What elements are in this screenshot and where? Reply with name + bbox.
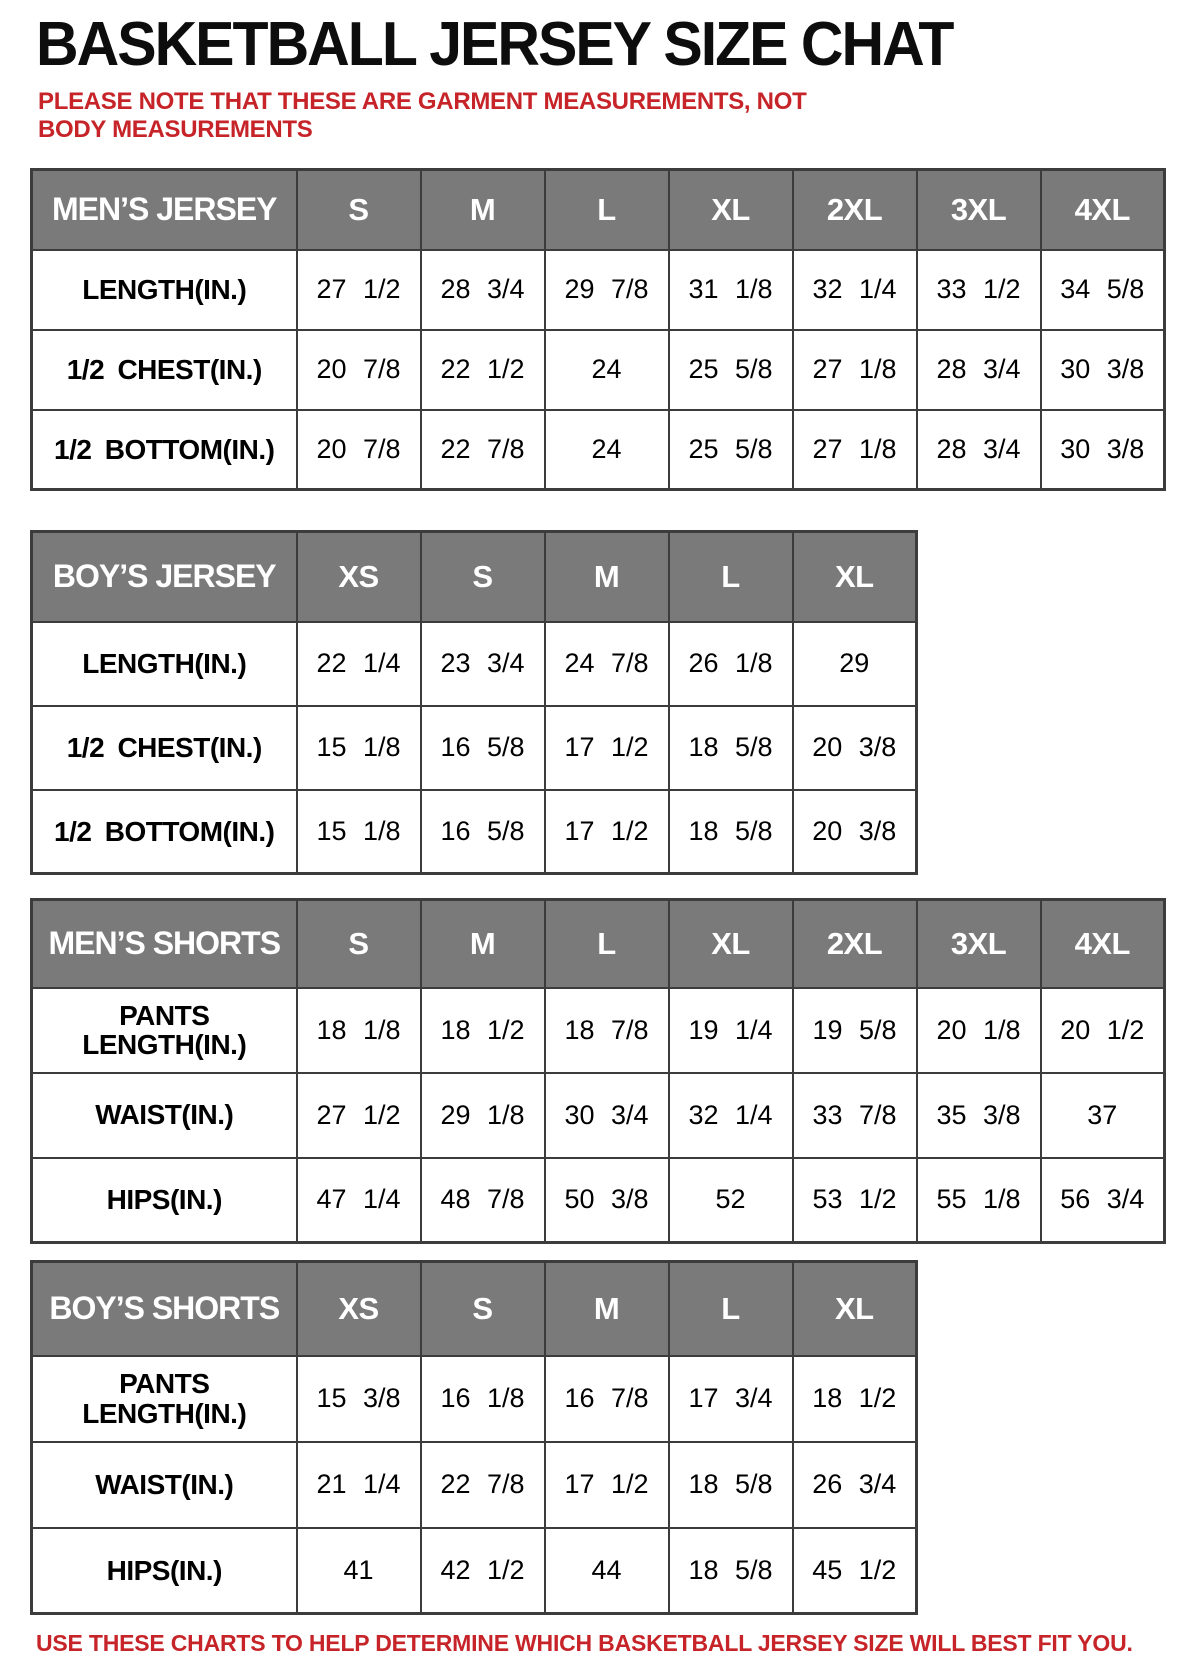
boys-shorts-row-label: HIPS(IN.)	[32, 1528, 297, 1614]
boys-jersey-value-cell: 20 3/8	[793, 790, 917, 874]
boys-jersey-row	[32, 706, 917, 790]
boys-jersey-row-label: LENGTH(IN.)	[32, 622, 297, 706]
mens-shorts-value-cell: 18 1/8	[297, 988, 421, 1073]
mens-jersey-row	[32, 410, 1165, 490]
mens-jersey-value-cell: 31 1/8	[669, 250, 793, 330]
boys-jersey-value-cell: 23 3/4	[421, 622, 545, 706]
boys-shorts-value-cell: 45 1/2	[793, 1528, 917, 1614]
boys-jersey-row	[32, 790, 917, 874]
boys-jersey-value-cell: 26 1/8	[669, 622, 793, 706]
mens-shorts-row-label: PANTS LENGTH(IN.)	[32, 988, 297, 1073]
mens-jersey-size-header-3xl: 3XL	[917, 170, 1041, 250]
mens-shorts-size-header-2xl: 2XL	[793, 900, 917, 988]
mens-shorts-value-cell: 48 7/8	[421, 1158, 545, 1243]
boys-jersey-value-cell: 18 5/8	[669, 706, 793, 790]
mens-jersey-size-header-l: L	[545, 170, 669, 250]
boys-jersey-value-cell: 17 1/2	[545, 706, 669, 790]
boys-jersey-row-label: 1/2 CHEST(IN.)	[32, 706, 297, 790]
boys-jersey-row-label: 1/2 BOTTOM(IN.)	[32, 790, 297, 874]
mens-jersey-value-cell: 27 1/8	[793, 410, 917, 490]
boys-jersey-value-cell: 24 7/8	[545, 622, 669, 706]
mens-shorts-size-header-m: M	[421, 900, 545, 988]
boys-jersey-value-cell: 15 1/8	[297, 790, 421, 874]
mens-shorts-size-header-xl: XL	[669, 900, 793, 988]
boys-shorts-size-header-xl: XL	[793, 1262, 917, 1356]
mens-shorts-size-header-3xl: 3XL	[917, 900, 1041, 988]
mens-jersey-value-cell: 33 1/2	[917, 250, 1041, 330]
mens-shorts-size-header-4xl: 4XL	[1041, 900, 1165, 988]
mens-shorts-table	[30, 898, 1166, 1244]
mens-shorts-row	[32, 988, 1165, 1073]
mens-shorts-value-cell: 18 7/8	[545, 988, 669, 1073]
mens-jersey-row	[32, 330, 1165, 410]
mens-jersey-row	[32, 250, 1165, 330]
mens-jersey-value-cell: 30 3/8	[1041, 410, 1165, 490]
mens-shorts-value-cell: 18 1/2	[421, 988, 545, 1073]
boys-shorts-value-cell: 22 7/8	[421, 1442, 545, 1528]
boys-jersey-value-cell: 16 5/8	[421, 790, 545, 874]
mens-jersey-value-cell: 34 5/8	[1041, 250, 1165, 330]
boys-shorts-value-cell: 17 3/4	[669, 1356, 793, 1442]
mens-shorts-value-cell: 19 5/8	[793, 988, 917, 1073]
mens-jersey-value-cell: 25 5/8	[669, 410, 793, 490]
mens-shorts-value-cell: 47 1/4	[297, 1158, 421, 1243]
boys-shorts-size-header-xs: XS	[297, 1262, 421, 1356]
mens-jersey-value-cell: 20 7/8	[297, 410, 421, 490]
mens-shorts-value-cell: 20 1/8	[917, 988, 1041, 1073]
mens-shorts-title-cell: MEN’S SHORTS	[32, 900, 297, 988]
mens-shorts-value-cell: 53 1/2	[793, 1158, 917, 1243]
mens-jersey-size-header-xl: XL	[669, 170, 793, 250]
boys-shorts-title-cell: BOY’S SHORTS	[32, 1262, 297, 1356]
boys-shorts-value-cell: 18 1/2	[793, 1356, 917, 1442]
mens-shorts-value-cell: 37	[1041, 1073, 1165, 1158]
boys-jersey-title-cell: BOY’S JERSEY	[32, 532, 297, 622]
boys-jersey-value-cell: 18 5/8	[669, 790, 793, 874]
mens-jersey-table	[30, 168, 1166, 491]
boys-shorts-value-cell: 18 5/8	[669, 1528, 793, 1614]
mens-jersey-size-header-4xl: 4XL	[1041, 170, 1165, 250]
boys-shorts-value-cell: 42 1/2	[421, 1528, 545, 1614]
mens-jersey-value-cell: 27 1/8	[793, 330, 917, 410]
mens-jersey-title-cell: MEN’S JERSEY	[32, 170, 297, 250]
mens-jersey-value-cell: 32 1/4	[793, 250, 917, 330]
boys-shorts-row	[32, 1442, 917, 1528]
mens-jersey-value-cell: 22 1/2	[421, 330, 545, 410]
mens-shorts-value-cell: 56 3/4	[1041, 1158, 1165, 1243]
boys-shorts-row	[32, 1528, 917, 1614]
mens-shorts-row-label: WAIST(IN.)	[32, 1073, 297, 1158]
mens-shorts-row-label: HIPS(IN.)	[32, 1158, 297, 1243]
mens-jersey-value-cell: 28 3/4	[917, 410, 1041, 490]
boys-shorts-row-label: WAIST(IN.)	[32, 1442, 297, 1528]
mens-jersey-value-cell: 30 3/8	[1041, 330, 1165, 410]
mens-jersey-value-cell: 25 5/8	[669, 330, 793, 410]
mens-jersey-row-label: 1/2 BOTTOM(IN.)	[32, 410, 297, 490]
boys-shorts-value-cell: 44	[545, 1528, 669, 1614]
boys-shorts-value-cell: 21 1/4	[297, 1442, 421, 1528]
boys-shorts-row	[32, 1356, 917, 1442]
mens-shorts-value-cell: 30 3/4	[545, 1073, 669, 1158]
mens-jersey-size-header-2xl: 2XL	[793, 170, 917, 250]
mens-shorts-grid	[30, 898, 1166, 1244]
mens-shorts-value-cell: 35 3/8	[917, 1073, 1041, 1158]
mens-jersey-value-cell: 28 3/4	[917, 330, 1041, 410]
boys-jersey-size-header-xl: XL	[793, 532, 917, 622]
mens-shorts-value-cell: 27 1/2	[297, 1073, 421, 1158]
mens-jersey-value-cell: 20 7/8	[297, 330, 421, 410]
mens-jersey-row-label: 1/2 CHEST(IN.)	[32, 330, 297, 410]
boys-shorts-grid	[30, 1260, 918, 1615]
footer-note: USE THESE CHARTS TO HELP DETERMINE WHICH BASKETBALL JERSEY SIZE WILL BEST FIT YOU.	[36, 1630, 1133, 1656]
mens-shorts-value-cell: 50 3/8	[545, 1158, 669, 1243]
mens-shorts-value-cell: 29 1/8	[421, 1073, 545, 1158]
boys-jersey-size-header-m: M	[545, 532, 669, 622]
boys-jersey-value-cell: 29	[793, 622, 917, 706]
boys-jersey-value-cell: 22 1/4	[297, 622, 421, 706]
boys-jersey-size-header-xs: XS	[297, 532, 421, 622]
mens-shorts-value-cell: 55 1/8	[917, 1158, 1041, 1243]
boys-shorts-value-cell: 41	[297, 1528, 421, 1614]
mens-shorts-size-header-s: S	[297, 900, 421, 988]
mens-shorts-value-cell: 19 1/4	[669, 988, 793, 1073]
boys-shorts-value-cell: 16 1/8	[421, 1356, 545, 1442]
mens-shorts-value-cell: 52	[669, 1158, 793, 1243]
mens-shorts-size-header-l: L	[545, 900, 669, 988]
boys-jersey-table	[30, 530, 918, 875]
boys-shorts-value-cell: 17 1/2	[545, 1442, 669, 1528]
boys-jersey-value-cell: 15 1/8	[297, 706, 421, 790]
boys-shorts-row-label: PANTS LENGTH(IN.)	[32, 1356, 297, 1442]
mens-shorts-value-cell: 33 7/8	[793, 1073, 917, 1158]
mens-jersey-grid	[30, 168, 1166, 491]
mens-shorts-value-cell: 20 1/2	[1041, 988, 1165, 1073]
boys-shorts-value-cell: 18 5/8	[669, 1442, 793, 1528]
boys-jersey-value-cell: 20 3/8	[793, 706, 917, 790]
page-title: BASKETBALL JERSEY SIZE CHAT	[36, 9, 953, 80]
boys-shorts-table	[30, 1260, 918, 1615]
mens-jersey-size-header-m: M	[421, 170, 545, 250]
boys-jersey-size-header-s: S	[421, 532, 545, 622]
mens-jersey-value-cell: 24	[545, 330, 669, 410]
boys-shorts-size-header-l: L	[669, 1262, 793, 1356]
mens-jersey-row-label: LENGTH(IN.)	[32, 250, 297, 330]
boys-jersey-grid	[30, 530, 918, 875]
boys-jersey-value-cell: 17 1/2	[545, 790, 669, 874]
boys-shorts-size-header-s: S	[421, 1262, 545, 1356]
mens-jersey-value-cell: 29 7/8	[545, 250, 669, 330]
mens-shorts-value-cell: 32 1/4	[669, 1073, 793, 1158]
boys-jersey-size-header-l: L	[669, 532, 793, 622]
boys-shorts-value-cell: 26 3/4	[793, 1442, 917, 1528]
boys-shorts-value-cell: 15 3/8	[297, 1356, 421, 1442]
mens-shorts-row	[32, 1158, 1165, 1243]
boys-shorts-size-header-m: M	[545, 1262, 669, 1356]
mens-jersey-value-cell: 28 3/4	[421, 250, 545, 330]
mens-shorts-row	[32, 1073, 1165, 1158]
mens-jersey-value-cell: 22 7/8	[421, 410, 545, 490]
mens-jersey-value-cell: 27 1/2	[297, 250, 421, 330]
boys-shorts-value-cell: 16 7/8	[545, 1356, 669, 1442]
garment-measurement-note: PLEASE NOTE THAT THESE ARE GARMENT MEASUREMENTS, NOT BODY MEASUREMENTS	[38, 88, 807, 144]
mens-jersey-size-header-s: S	[297, 170, 421, 250]
mens-jersey-value-cell: 24	[545, 410, 669, 490]
boys-jersey-row	[32, 622, 917, 706]
boys-jersey-value-cell: 16 5/8	[421, 706, 545, 790]
